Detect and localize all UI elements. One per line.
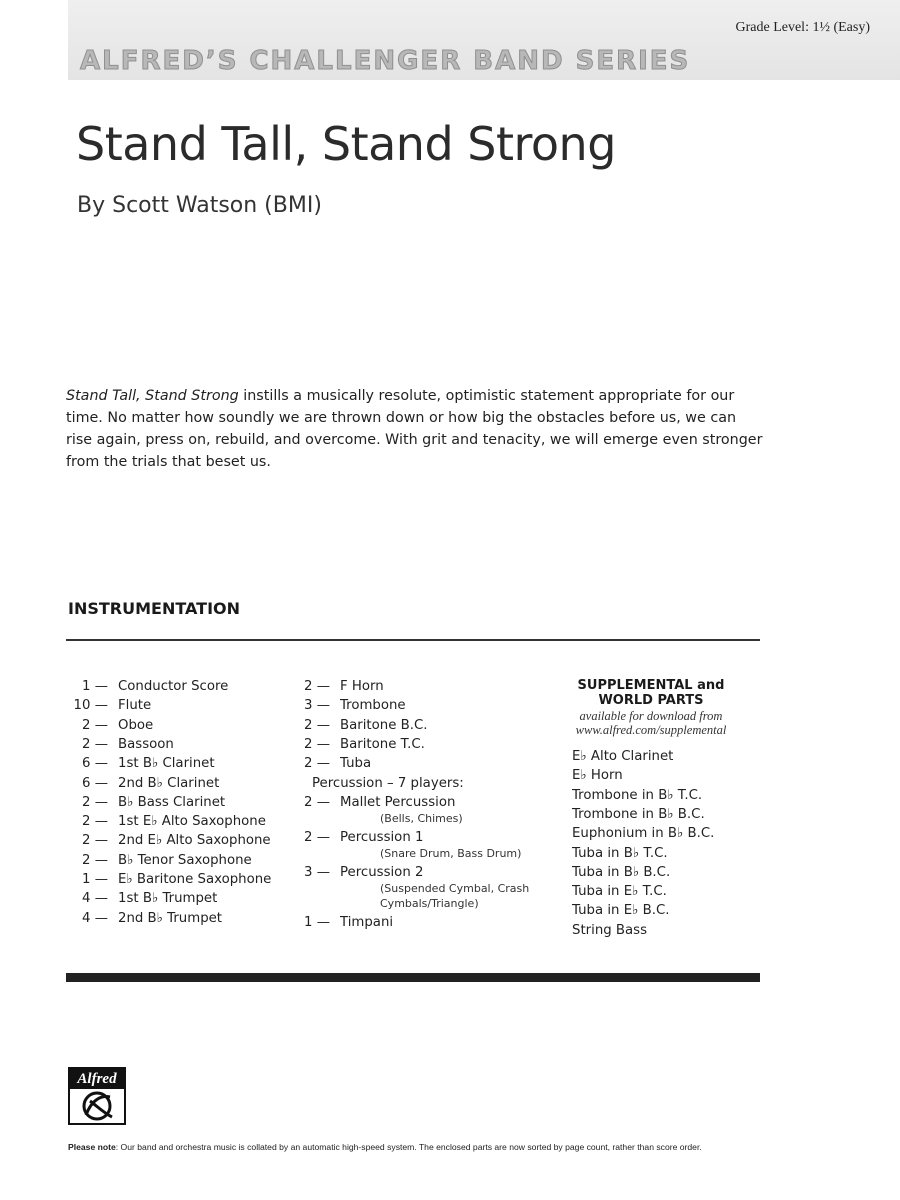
- instrument-name: Oboe: [118, 717, 154, 733]
- instrument-name: 1st B♭ Clarinet: [118, 756, 215, 772]
- instrument-name: 2nd B♭ Clarinet: [118, 775, 220, 791]
- footnote-label: Please note: [68, 1142, 116, 1152]
- supplemental-item: Tuba in B♭ T.C.: [572, 845, 668, 861]
- footnote-text: : Our band and orchestra music is collated by an automatic high-speed system. The enclosed parts are now sorted by page count, rather than score order.: [115, 1142, 702, 1152]
- instrument-count: 2 —: [304, 736, 330, 752]
- instrument-name: Mallet Percussion: [340, 794, 456, 810]
- supplemental-note-line1: available for download from: [579, 709, 723, 723]
- instrument-count: 1 —: [82, 872, 108, 887]
- instrument-count: 2 —: [82, 717, 108, 733]
- instrument-count: 6 —: [82, 775, 108, 791]
- supplemental-note: [560, 709, 742, 737]
- divider: [66, 639, 760, 641]
- instrument-count: 4 —: [82, 910, 108, 926]
- supplemental-item: String Bass: [572, 922, 648, 938]
- supplemental-item: Euphonium in B♭ B.C.: [572, 826, 715, 842]
- instrument-list-1: [72, 677, 292, 937]
- instrument-name: Tuba: [340, 756, 372, 772]
- percussion-detail: Cymbals/Triangle): [380, 896, 479, 910]
- supplemental-item: Trombone in B♭ B.C.: [572, 806, 705, 822]
- instrument-list-2: [294, 677, 544, 937]
- instrument-name: B♭ Tenor Saxophone: [118, 852, 252, 868]
- supplemental-title-line2: WORLD PARTS: [598, 693, 704, 708]
- instrument-count: 1 —: [304, 914, 330, 930]
- instrument-count: 2 —: [304, 829, 330, 845]
- instrument-count: 2 —: [304, 717, 330, 733]
- instrument-count: 2 —: [82, 833, 108, 849]
- instrument-name: Timpani: [340, 914, 394, 930]
- instrument-count: 3 —: [304, 698, 330, 714]
- instrument-name: Percussion 1: [340, 829, 424, 845]
- instrument-name: Bassoon: [118, 736, 174, 752]
- supplemental-item: E♭ Horn: [572, 768, 623, 784]
- supplemental-title: [560, 678, 742, 708]
- instrument-name: 1st E♭ Alto Saxophone: [118, 814, 266, 830]
- instrument-name: 1st B♭ Trumpet: [118, 891, 218, 907]
- series-name: ALFRED’S CHALLENGER BAND SERIES: [80, 46, 691, 76]
- instrument-count: 2 —: [82, 852, 108, 868]
- supplemental-item: E♭ Alto Clarinet: [572, 749, 674, 764]
- instrument-count: 2 —: [304, 756, 330, 772]
- instrument-name: Percussion 2: [340, 864, 424, 880]
- supplemental-item: Trombone in B♭ T.C.: [572, 787, 703, 803]
- supplemental-item: Tuba in E♭ T.C.: [572, 884, 667, 900]
- supplemental-item: Tuba in B♭ B.C.: [572, 864, 671, 880]
- instrument-count: 1 —: [82, 679, 108, 694]
- logo-text: Alfred: [70, 1069, 124, 1089]
- percussion-detail: (Suspended Cymbal, Crash: [380, 881, 530, 895]
- instrument-name: Trombone: [340, 698, 406, 714]
- percussion-detail: (Bells, Chimes): [380, 811, 463, 825]
- supplemental-url: www.alfred.com/supplemental: [575, 723, 727, 737]
- alfred-logo-icon: [70, 1089, 124, 1123]
- instrument-name: F Horn: [340, 679, 384, 694]
- supplemental-item: Tuba in E♭ B.C.: [572, 903, 670, 919]
- instrument-name: Baritone T.C.: [340, 736, 425, 752]
- instrumentation-heading: INSTRUMENTATION: [68, 599, 241, 618]
- instrument-count: 2 —: [82, 736, 108, 752]
- instrument-name: Conductor Score: [118, 679, 229, 694]
- footnote: [68, 1142, 868, 1152]
- page-title: Stand Tall, Stand Strong: [76, 117, 616, 171]
- instrument-name: 2nd E♭ Alto Saxophone: [118, 833, 271, 849]
- instrument-count: 6 —: [82, 756, 108, 772]
- instrument-count: 2 —: [304, 794, 330, 810]
- instrument-name: E♭ Baritone Saxophone: [118, 872, 272, 887]
- instrument-count: 3 —: [304, 864, 330, 880]
- instrument-count: 2 —: [82, 814, 108, 830]
- composer: By Scott Watson (BMI): [77, 193, 322, 218]
- description: [66, 385, 766, 473]
- instrument-count: 2 —: [304, 679, 330, 694]
- bottom-divider: [66, 973, 760, 982]
- percussion-detail: (Snare Drum, Bass Drum): [380, 846, 522, 860]
- instrument-name: 2nd B♭ Trumpet: [118, 910, 223, 926]
- instrument-name: Flute: [118, 698, 152, 714]
- description-title: Stand Tall, Stand Strong: [66, 388, 239, 404]
- instrument-name: Baritone B.C.: [340, 717, 428, 733]
- instrument-count: 2 —: [82, 794, 108, 810]
- grade-level: Grade Level: 1½ (Easy): [735, 20, 870, 35]
- alfred-logo: [68, 1067, 126, 1125]
- description-text: instills a musically resolute, optimistic statement appropriate for our time. No matter how soundly we are thrown down or how big the obstacles before us, we can rise again, press on, rebuild, and overcome. With grit and tenacity, we will emerge even stronger from the trials that beset us.: [66, 388, 763, 470]
- instrument-count: 10 —: [73, 698, 108, 714]
- instrument-count: 4 —: [82, 891, 108, 907]
- supplemental-title-line1: SUPPLEMENTAL and: [577, 678, 725, 693]
- percussion-heading: Percussion – 7 players:: [312, 775, 464, 791]
- instrument-name: B♭ Bass Clarinet: [118, 794, 226, 810]
